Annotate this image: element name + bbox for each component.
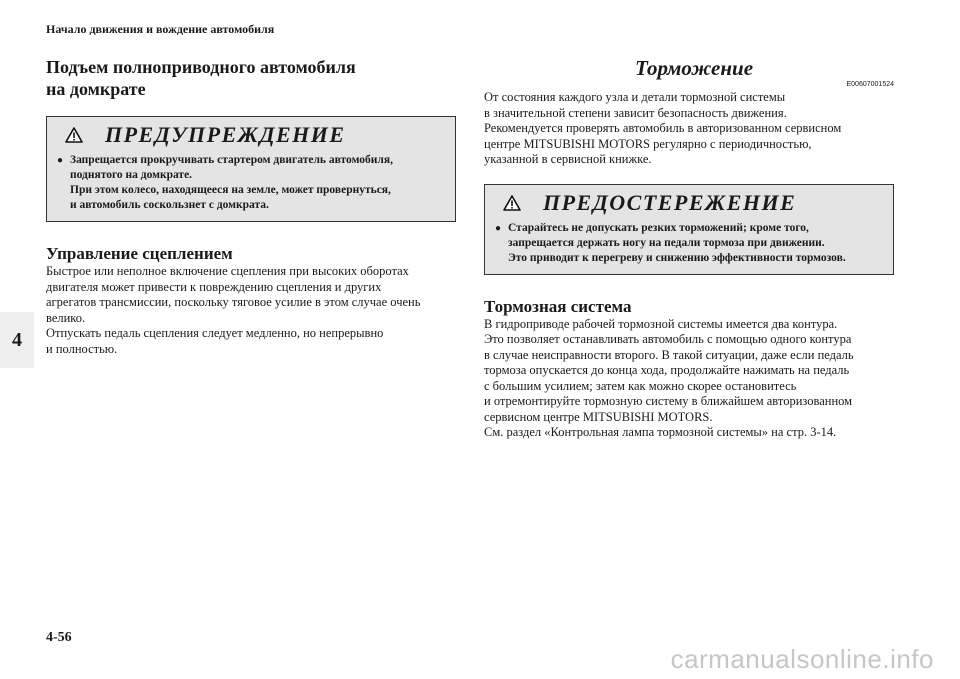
warning-line: При этом колесо, находящееся на земле, может провернуться, [70, 184, 391, 196]
watermark: carmanualsonline.info [670, 644, 934, 674]
page-number: 4-56 [46, 630, 72, 645]
braking-line: в значительной степени зависит безопасность движения. [484, 105, 787, 120]
brake-system-line: сервисном центре MITSUBISHI MOTORS. [484, 409, 713, 424]
caution-title: ПРЕДОСТЕРЕЖЕНИЕ [543, 189, 797, 215]
caution-line: Старайтесь не допускать резких торможений; кроме того, [508, 221, 809, 234]
running-header: Начало движения и вождение автомобиля [46, 22, 275, 36]
jacking-section-title [46, 56, 456, 100]
jacking-title-line1: Подъем полноприводного автомобиля [46, 57, 356, 77]
brake-system-line: с большим усилием; затем как можно скорее остановитесь [484, 378, 797, 393]
caution-item [495, 221, 885, 266]
left-column [46, 56, 456, 357]
braking-paragraph [484, 90, 894, 168]
section-code: E00607001524 [846, 81, 894, 88]
braking-line: указанной в сервисной книжке. [484, 152, 652, 166]
brake-system-paragraph [484, 317, 894, 441]
clutch-section-title: Управление сцеплением [46, 244, 233, 263]
brake-system-line: В гидроприводе рабочей тормозной системы имеется два контура. [484, 316, 838, 331]
warning-header [57, 123, 447, 147]
clutch-line: агрегатов трансмиссии, поскольку тяговое усилие в этом случае очень [46, 295, 421, 309]
clutch-line: двигателя может привести к повреждению сцепления и других [46, 279, 382, 294]
clutch-paragraph [46, 264, 456, 357]
clutch-line: Быстрое или неполное включение сцепления при высоких оборотах [46, 264, 409, 278]
brake-system-line: См. раздел «Контрольная лампа тормозной системы» на стр. 3-14. [484, 425, 837, 439]
caution-triangle-icon [503, 195, 521, 211]
caution-box [484, 184, 894, 275]
warning-title: ПРЕДУПРЕЖДЕНИЕ [105, 122, 346, 147]
braking-line: Рекомендуется проверять автомобиль в авторизованном сервисном [484, 121, 842, 135]
bullet-icon: ● [495, 222, 502, 234]
clutch-line: велико. [46, 310, 86, 325]
brake-system-line: Это позволяет останавливать автомобиль с помощью одного контура [484, 332, 852, 346]
brake-system-line: и отремонтируйте тормозную систему в ближайшем авторизованном [484, 394, 853, 408]
braking-line: От состояния каждого узла и детали тормозной системы [484, 90, 786, 104]
warning-line: Запрещается прокручивать стартером двигатель автомобиля, [70, 154, 393, 166]
brake-system-section-title: Тормозная система [484, 296, 632, 316]
braking-line: центре MITSUBISHI MOTORS регулярно с периодичностью, [484, 136, 812, 151]
caution-line: Это приводит к перегреву и снижению эффективности тормозов. [508, 251, 846, 264]
clutch-line: Отпускать педаль сцепления следует медленно, но непрерывно [46, 326, 384, 340]
brake-system-line: в случае неисправности второго. В такой ситуации, даже если педаль [484, 347, 854, 362]
warning-triangle-icon [65, 127, 83, 143]
warning-line: и автомобиль соскользнет с домкрата. [70, 199, 269, 211]
clutch-line: и полностью. [46, 341, 118, 356]
braking-section-title: Торможение [634, 56, 754, 80]
bullet-icon: ● [57, 155, 64, 166]
right-column [484, 56, 894, 441]
warning-item [57, 153, 447, 213]
chapter-tab: 4 [0, 312, 34, 368]
brake-system-line: тормоза опускается до конца хода, продолжайте нажимать на педаль [484, 363, 850, 377]
jacking-title-line2: на домкрате [46, 79, 146, 99]
warning-box [46, 116, 456, 222]
caution-line: запрещается держать ногу на педали тормоза при движении. [508, 236, 825, 249]
warning-line: поднятого на домкрате. [70, 169, 193, 181]
caution-header [495, 191, 885, 215]
